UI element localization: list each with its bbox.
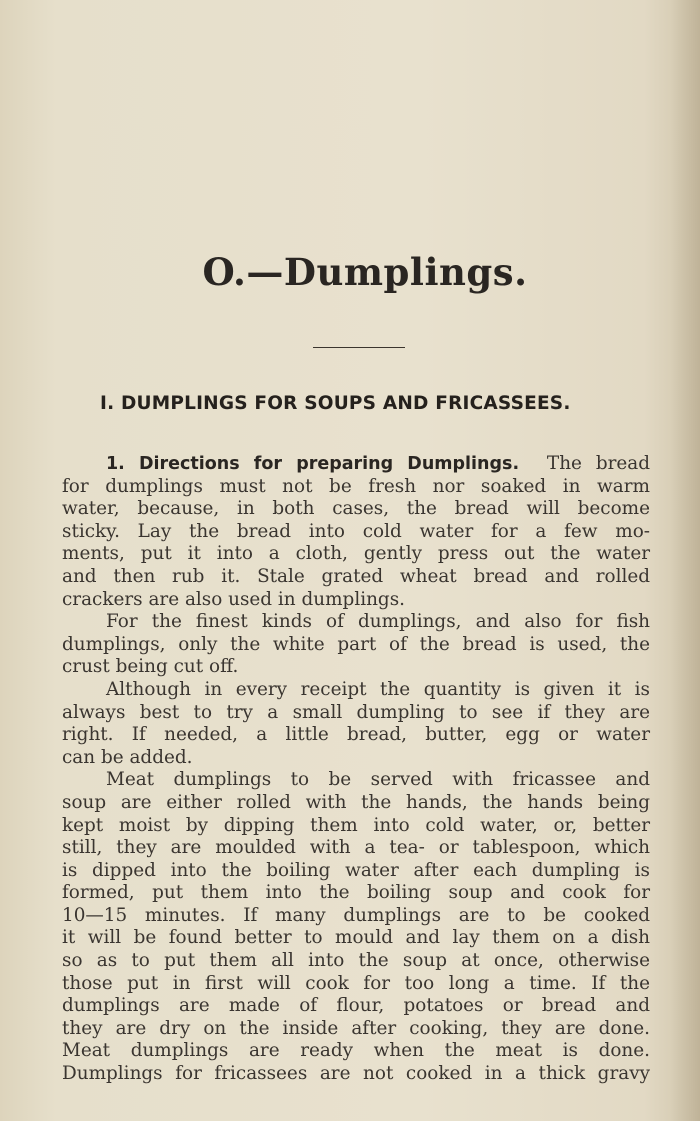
text-line: dumplings are made of flour, potatoes or bread and <box>62 995 650 1017</box>
section-title: I. DUMPLINGS FOR SOUPS AND FRICASSEES. <box>100 393 571 414</box>
paragraph-heading: 1. Directions for preparing Dumplings. <box>106 454 520 474</box>
text-line <box>62 453 650 476</box>
text-line: soup are either rolled with the hands, the hands being <box>62 791 650 813</box>
text-line: Although in every receipt the quantity is given it is <box>106 678 650 700</box>
chapter-title: O.—Dumplings. <box>202 250 528 294</box>
text-line: still, they are moulded with a tea- or tablespoon, which <box>62 837 650 859</box>
text-line: always best to try a small dumpling to see if they are <box>62 701 650 723</box>
text-line: those put in first will cook for too long a time. If the <box>62 972 650 994</box>
page-edge-shadow <box>670 0 700 1121</box>
text-line: crust being cut off. <box>62 656 239 678</box>
text-line: is dipped into the boiling water after each dumpling is <box>62 859 650 881</box>
text-line: they are dry on the inside after cooking, they are done. <box>62 1017 650 1039</box>
text-line: right. If needed, a little bread, butter, egg or water <box>62 724 650 746</box>
text-line: Meat dumplings are ready when the meat is done. <box>62 1040 650 1062</box>
paragraph-4 <box>62 769 650 1085</box>
text-line: kept moist by dipping them into cold water, or, better <box>62 814 650 836</box>
text-line: water, because, in both cases, the bread will become <box>62 498 650 520</box>
text-line: dumplings, only the white part of the bread is used, the <box>62 633 650 655</box>
text-line: formed, put them into the boiling soup and cook for <box>62 882 650 904</box>
text-line: 10—15 minutes. If many dumplings are to be cooked <box>62 904 650 926</box>
text-line: Meat dumplings to be served with fricassee and <box>106 769 650 791</box>
text-line: ments, put it into a cloth, gently press out the water <box>62 543 650 565</box>
text-line: crackers are also used in dumplings. <box>62 588 405 610</box>
text-line: it will be found better to mould and lay them on a dish <box>62 927 650 949</box>
body-text <box>62 453 650 1086</box>
text-line: Dumplings for fricassees are not cooked in a thick gravy <box>62 1063 650 1085</box>
text-line: so as to put them all into the soup at once, otherwise <box>62 950 650 972</box>
text-line: can be added. <box>62 746 193 768</box>
text-line: and then rub it. Stale grated wheat bread and rolled <box>62 565 650 587</box>
title-divider <box>313 347 405 348</box>
text-line: sticky. Lay the bread into cold water for a few mo- <box>62 520 650 542</box>
text-line: For the finest kinds of dumplings, and also for fish <box>106 611 650 633</box>
text-line: for dumplings must not be fresh nor soaked in warm <box>62 475 650 497</box>
paragraph-2 <box>62 611 650 679</box>
text-run: The bread <box>546 453 650 474</box>
paragraph-3 <box>62 679 650 769</box>
paragraph-1 <box>62 453 650 611</box>
